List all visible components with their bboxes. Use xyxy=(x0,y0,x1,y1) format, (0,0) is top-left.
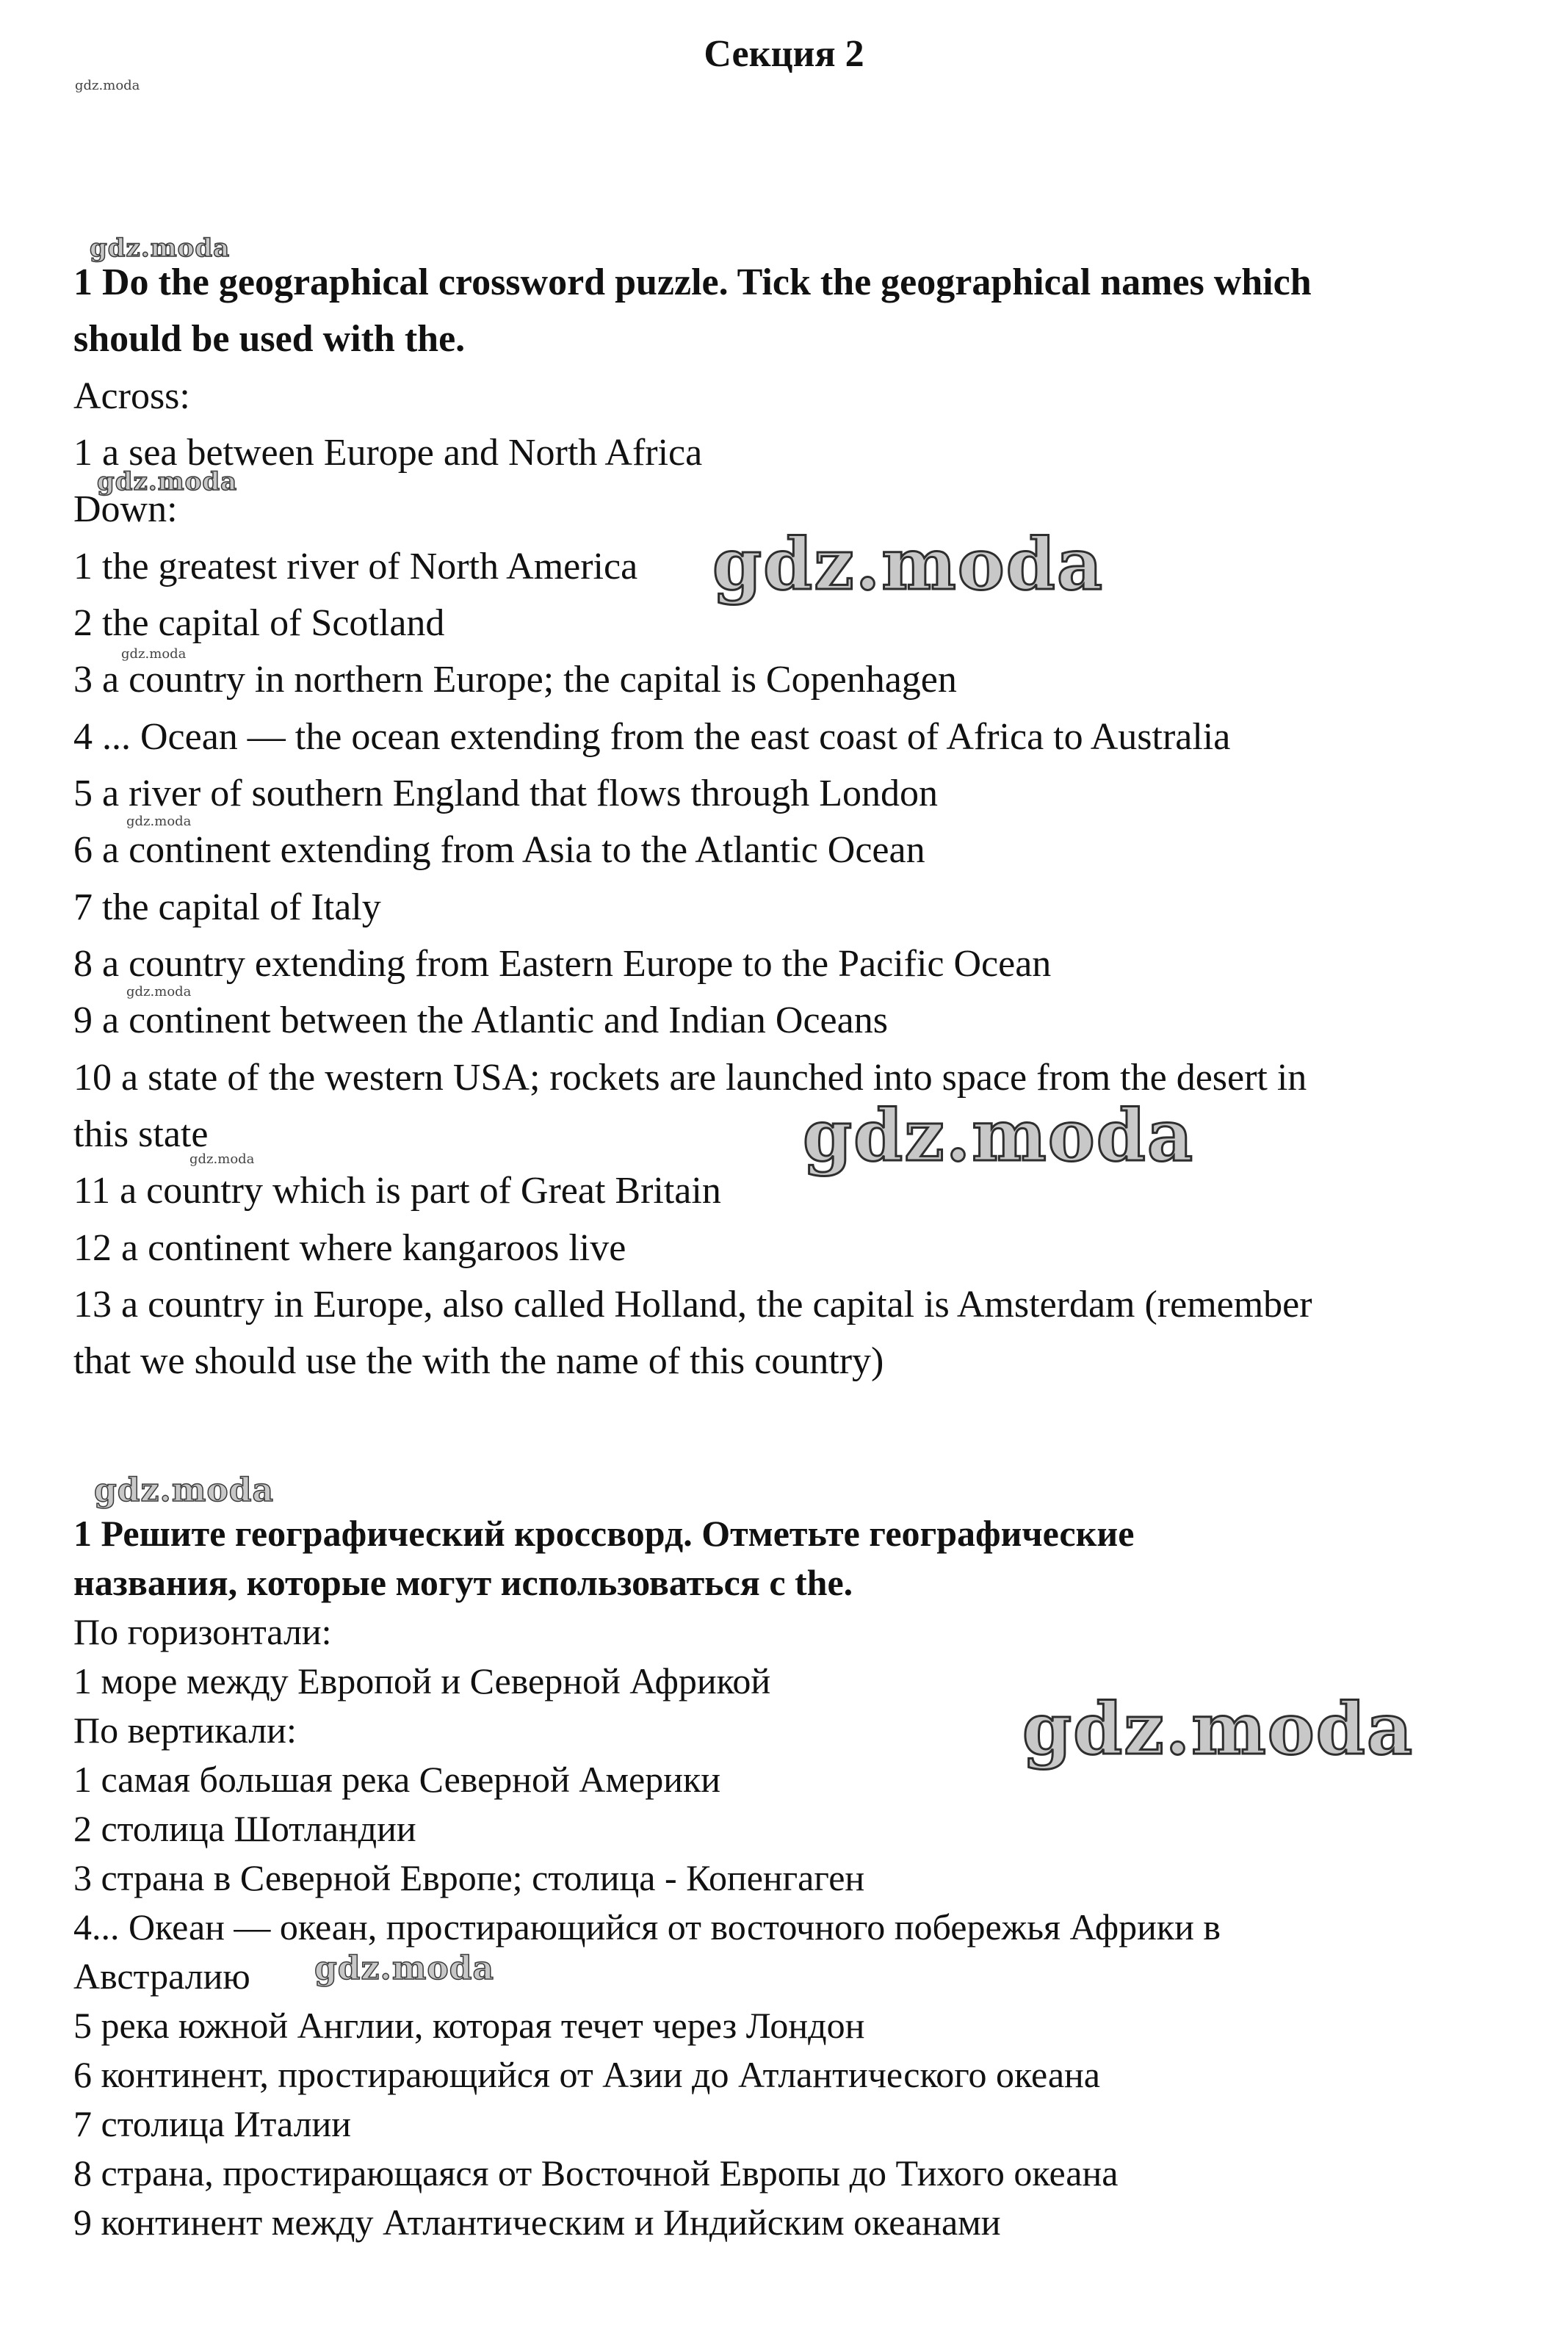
clue-line: this state xyxy=(73,1113,209,1155)
clue-line: 1 море между Европой и Северной Африкой xyxy=(73,1660,771,1702)
watermark-logo: gdz.moda xyxy=(803,1094,1195,1177)
clue-line: 9 a continent between the Atlantic and Indian Oceans xyxy=(73,999,888,1041)
clue-line: 7 столица Италии xyxy=(73,2103,352,2144)
clue-line: 1 самая большая река Северной Америки xyxy=(73,1759,721,1800)
clue-line: 11 a country which is part of Great Britain xyxy=(73,1170,721,1212)
watermark-logo: gdz.moda xyxy=(1022,1688,1415,1771)
clue-line: 2 столица Шотландии xyxy=(73,1808,416,1849)
clue-line: 3 страна в Северной Европе; столица - Копенгаген xyxy=(73,1857,865,1898)
clue-line: 5 a river of southern England that flows through London xyxy=(73,773,938,814)
watermark-logo: gdz.moda xyxy=(126,814,192,829)
watermark-logo: gdz.moda xyxy=(712,523,1105,606)
clue-line: 12 a continent where kangaroos live xyxy=(73,1227,626,1269)
clue-line: 7 the capital of Italy xyxy=(73,886,381,928)
clue-line: 1 a sea between Europe and North Africa xyxy=(73,432,703,474)
clue-line: 6 a continent extending from Asia to the Atlantic Ocean xyxy=(73,829,925,871)
exercise-heading: названия, которые могут использоваться с the. xyxy=(73,1562,853,1603)
watermark-logo: gdz.moda xyxy=(314,1950,495,1987)
clue-line: 9 континент между Атлантическим и Индийским океанами xyxy=(73,2202,1001,2243)
clue-line: 8 a country extending from Eastern Europe to the Pacific Ocean xyxy=(73,943,1052,985)
across-label: По горизонтали: xyxy=(73,1611,332,1652)
watermark-logo: gdz.moda xyxy=(94,1472,275,1509)
clue-line: 10 a state of the western USA; rockets are launched into space from the desert in xyxy=(73,1057,1307,1099)
clue-line: 3 a country in northern Europe; the capital is Copenhagen xyxy=(73,659,957,701)
watermark-logo: gdz.moda xyxy=(189,1151,255,1167)
down-label: По вертикали: xyxy=(73,1710,297,1751)
clue-line: 6 континент, простирающийся от Азии до Атлантического океана xyxy=(73,2054,1100,2095)
clue-line: that we should use the with the name of this country) xyxy=(73,1340,884,1382)
exercise-heading: should be used with the. xyxy=(73,318,466,360)
exercise-heading: 1 Do the geographical crossword puzzle. Tick the geographical names which xyxy=(73,261,1312,303)
down-label: Down: xyxy=(73,488,178,530)
across-label: Across: xyxy=(73,375,190,417)
clue-line: 1 the greatest river of North America xyxy=(73,546,638,587)
clue-line: 4 ... Ocean — the ocean extending from the east coast of Africa to Australia xyxy=(73,716,1231,758)
page-title: Секция 2 xyxy=(704,33,864,75)
watermark-logo: gdz.moda xyxy=(97,467,238,496)
exercise-heading: 1 Решите географический кроссворд. Отметьте географические xyxy=(73,1513,1135,1554)
clue-line: Австралию xyxy=(73,1956,250,1997)
watermark-logo: gdz.moda xyxy=(90,234,231,263)
clue-line: 8 страна, простирающаяся от Восточной Европы до Тихого океана xyxy=(73,2152,1119,2194)
clue-line: 13 a country in Europe, also called Holland, the capital is Amsterdam (remember xyxy=(73,1284,1312,1326)
watermark-logo: gdz.moda xyxy=(121,646,187,662)
watermark-logo: gdz.moda xyxy=(126,984,192,999)
clue-line: 5 река южной Англии, которая течет через Лондон xyxy=(73,2005,865,2046)
watermark-logo: gdz.moda xyxy=(75,78,140,93)
clue-line: 2 the capital of Scotland xyxy=(73,602,445,644)
clue-line: 4... Океан — океан, простирающийся от восточного побережья Африки в xyxy=(73,1906,1221,1948)
